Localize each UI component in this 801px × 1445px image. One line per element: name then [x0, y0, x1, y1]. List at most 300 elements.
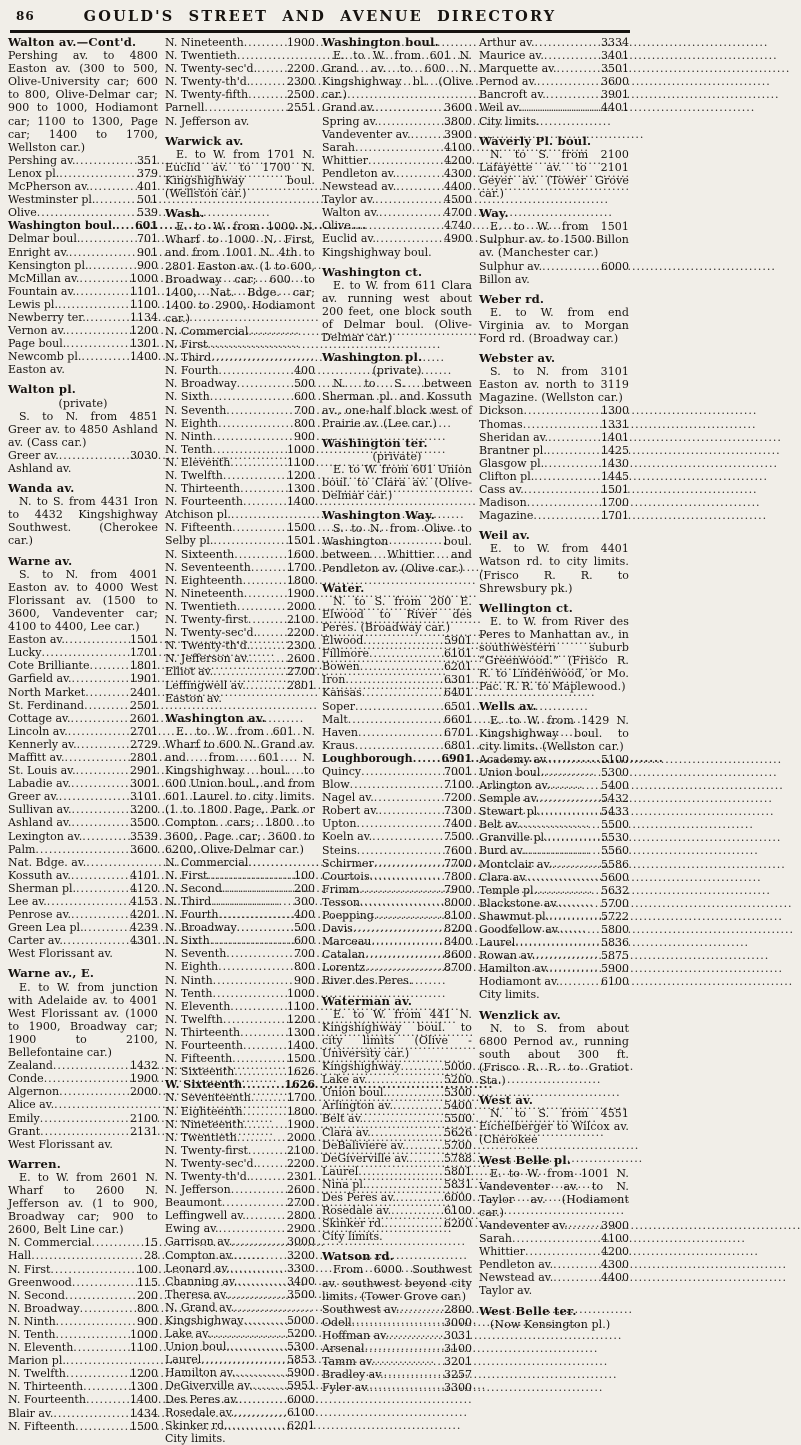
- leader-dots: [228, 1288, 286, 1301]
- cross-street-name: Granville pl.: [479, 831, 548, 845]
- house-number: 7001: [444, 764, 472, 778]
- cross-street-row: [322, 1126, 472, 1139]
- cross-street-row: [479, 949, 629, 962]
- cross-street-name: N. Broadway: [165, 377, 237, 391]
- directory-column-2: [165, 36, 315, 1445]
- leader-dots: [389, 1329, 443, 1342]
- cross-street-row: [165, 36, 315, 49]
- house-number: 4239: [130, 921, 158, 935]
- cross-street-row: [165, 1170, 315, 1183]
- house-number: 1101: [130, 284, 158, 298]
- terminal-street-line: City limits.: [479, 988, 540, 1002]
- house-number: 7400: [444, 817, 472, 831]
- cross-street-name: Pershing av.: [8, 153, 76, 167]
- cross-street-name: North Market: [8, 685, 86, 699]
- cross-street-name: Pernod av.: [479, 75, 537, 89]
- cross-street-name: Skinker rd.: [322, 1217, 385, 1231]
- leader-dots: [557, 62, 600, 75]
- house-number: 6101: [444, 647, 472, 661]
- cross-street-name: Odell: [322, 1315, 352, 1329]
- cross-street-row: [479, 101, 629, 114]
- leader-dots: [76, 285, 129, 298]
- cross-street-row: [8, 1328, 158, 1341]
- cross-street-row: [322, 752, 472, 765]
- cross-street-name: Nat. Bdge. av.: [8, 855, 87, 869]
- leader-dots: [63, 934, 129, 947]
- house-number: 7600: [444, 843, 472, 857]
- house-number: 1901: [130, 672, 158, 686]
- cross-street-name: Sullivan av.: [8, 803, 72, 817]
- house-number: 2301: [287, 1169, 315, 1183]
- cross-street-row: [322, 673, 472, 686]
- cross-street-row: [322, 961, 472, 974]
- leader-dots: [234, 1406, 286, 1419]
- page-number: 86: [16, 9, 35, 23]
- leader-dots: [393, 1099, 443, 1112]
- house-number: 2100: [287, 1143, 315, 1157]
- house-number: 4200: [444, 153, 472, 167]
- leader-dots: [66, 1354, 157, 1367]
- cross-street-row: [8, 1420, 158, 1433]
- cross-street-name: Spring av.: [322, 114, 378, 128]
- cross-street-row: [322, 219, 472, 232]
- leader-dots: [68, 725, 129, 738]
- house-number: 2800: [444, 1302, 472, 1316]
- leader-dots: [47, 895, 129, 908]
- leader-dots: [553, 1258, 600, 1271]
- cross-street-name: N. Fifteenth: [165, 1052, 233, 1066]
- cross-street-row: [165, 1065, 315, 1078]
- cross-street-row: [479, 88, 629, 101]
- house-number: 1000: [287, 986, 315, 1000]
- cross-street-row: [322, 765, 472, 778]
- cross-street-name: N. Eighteenth: [165, 1104, 243, 1118]
- leader-dots: [385, 1217, 443, 1230]
- cross-street-row: [8, 337, 158, 350]
- street-section-heading: Walton av.—Cont'd.: [8, 35, 137, 49]
- leader-dots: [372, 830, 443, 843]
- house-number: 3800: [444, 114, 472, 128]
- cross-street-row: [165, 1301, 315, 1314]
- house-number: 115: [137, 1275, 158, 1289]
- leader-dots: [548, 431, 600, 444]
- cross-street-row: [322, 804, 472, 817]
- cross-street-row: [322, 948, 472, 961]
- cross-street-row: [322, 232, 472, 245]
- cross-street-name: N. Twenty-sec'd.: [165, 626, 258, 640]
- house-number: 3901: [601, 88, 629, 102]
- cross-street-row: [165, 1249, 315, 1262]
- house-number: 2300: [287, 639, 315, 653]
- street-description: From 6000 Southwest av. southwest beyond city limits. (Tower Grove car.): [322, 1263, 472, 1303]
- leader-dots: [237, 1131, 286, 1144]
- cross-street-name: Quincy: [322, 764, 362, 778]
- cross-street-row: [165, 1183, 315, 1196]
- house-number: 6100: [601, 975, 629, 989]
- leader-dots: [83, 1380, 129, 1393]
- cross-street-name: N. Sixth: [165, 390, 210, 404]
- cross-street-name: Semple av.: [479, 792, 540, 806]
- cross-street-row: [8, 908, 158, 921]
- cross-street-row: [479, 444, 629, 457]
- cross-street-name: Belt av.: [322, 1112, 363, 1126]
- cross-street-row: [165, 495, 315, 508]
- cross-street-row: [322, 193, 472, 206]
- leader-dots: [85, 686, 129, 699]
- leader-dots: [80, 232, 136, 245]
- cross-street-name: Arthur av.: [479, 36, 535, 49]
- leader-dots: [81, 350, 129, 363]
- leader-dots: [59, 790, 129, 803]
- street-section-heading: West av.: [479, 1093, 534, 1108]
- house-number: 5560: [601, 844, 629, 858]
- cross-street-name: N. Twentieth: [165, 1130, 237, 1144]
- house-number: 7100: [444, 778, 472, 792]
- cross-street-row: [165, 456, 315, 469]
- cross-street-row: [165, 377, 315, 390]
- street-section-heading: Washington pl.: [322, 350, 423, 365]
- cross-street-row: [165, 1419, 315, 1432]
- cross-street-row: [479, 858, 629, 871]
- cross-street-name: Pendleton av.: [479, 1258, 554, 1272]
- cross-street-name: N. Fourth: [165, 364, 219, 378]
- cross-street-row: [165, 1406, 315, 1419]
- cross-street-name: N. Eleventh: [8, 1341, 74, 1355]
- leader-dots: [520, 818, 600, 831]
- leader-dots: [548, 753, 600, 766]
- house-number: 1300: [287, 1025, 315, 1039]
- cross-street-row: [165, 364, 315, 377]
- leader-dots: [232, 521, 286, 534]
- cross-street-row: [165, 351, 315, 364]
- leader-dots: [66, 324, 129, 337]
- cross-street-name: Catalan: [322, 948, 366, 962]
- house-number: 1200: [287, 1012, 315, 1026]
- house-number: 6701: [444, 725, 472, 739]
- street-section-heading: Washington ter.: [322, 435, 428, 450]
- leader-dots: [541, 805, 600, 818]
- cross-street-row: [165, 561, 315, 574]
- cross-street-row: [8, 843, 158, 856]
- cross-street-name: N. Nineteenth: [165, 36, 244, 49]
- leader-dots: [248, 613, 286, 626]
- cross-street-row: [479, 936, 629, 949]
- cross-street-row: [165, 469, 315, 482]
- leader-dots: [549, 962, 600, 975]
- terminal-street-line: West Florissant av.: [8, 1137, 113, 1151]
- house-number: 2801: [287, 678, 315, 692]
- cross-street-name: Lake av.: [165, 1327, 211, 1341]
- cross-street-name: Clara av.: [322, 1125, 371, 1139]
- cross-street-name: Malt: [322, 712, 348, 726]
- cross-street-name: Kossuth av.: [8, 868, 71, 882]
- house-number: 3501: [601, 62, 629, 76]
- house-number: 800: [137, 1301, 158, 1315]
- street-description: E. to W. from 1001 N. Vandeventer av. to N. Taylor av. (Hodiamont car.): [479, 1166, 629, 1219]
- house-number: 100: [294, 868, 315, 882]
- leader-dots: [413, 752, 441, 765]
- leader-dots: [356, 817, 443, 830]
- cross-street-row: [322, 844, 472, 857]
- house-number: 5300: [444, 1086, 472, 1100]
- cross-street-name: N. Jefferson: [165, 1183, 231, 1197]
- cross-street-row: [322, 896, 472, 909]
- cross-street-row: [165, 534, 315, 547]
- cross-street-row: [165, 1327, 315, 1340]
- leader-dots: [211, 1327, 287, 1340]
- cross-street-row: [479, 509, 629, 522]
- street-section-heading: Water.: [322, 580, 365, 595]
- leader-dots: [226, 947, 293, 960]
- cross-street-row: [165, 869, 315, 882]
- leader-dots: [355, 700, 443, 713]
- leader-dots: [257, 626, 286, 639]
- cross-street-name: N. Twenty-th'd.: [165, 639, 251, 653]
- house-number: 7900: [444, 882, 472, 896]
- house-number: 4401: [601, 101, 629, 115]
- street-section-heading: Washington Way.: [322, 508, 435, 523]
- cross-street-row: [165, 1393, 315, 1406]
- house-number: 3300: [444, 1381, 472, 1395]
- street-description: N. to S. from 200 E. Elwood to River des Peres. (Broadway car.): [322, 594, 472, 634]
- house-number: 1400: [287, 495, 315, 509]
- house-number: 200: [137, 1288, 158, 1302]
- cross-street-name: Cass av.: [479, 483, 524, 496]
- cross-street-row: [8, 1249, 158, 1262]
- leader-dots: [360, 660, 443, 673]
- street-section-heading: Washington av.: [165, 710, 266, 725]
- cross-street-row: [8, 1085, 158, 1098]
- leader-dots: [243, 1314, 286, 1327]
- cross-street-name: Elwood: [322, 634, 364, 648]
- leader-dots: [53, 1059, 129, 1072]
- cross-street-row: [8, 180, 158, 193]
- cross-street-name: Courtois: [322, 869, 370, 883]
- cross-street-row: [322, 935, 472, 948]
- cross-street-row: [8, 167, 158, 180]
- house-number: 1800: [287, 573, 315, 587]
- leader-dots: [244, 1118, 286, 1131]
- leader-dots: [72, 803, 130, 816]
- street-description: S. to N. from Olive to Washington boul. between Whittier and Pendleton av. (Olive car.): [322, 522, 472, 575]
- cross-street-name: N. Fourteenth: [165, 495, 243, 509]
- cross-street-row: [322, 1139, 472, 1152]
- street-section-heading: Webster av.: [479, 351, 556, 366]
- cross-street-name: Taylor av.: [322, 193, 376, 207]
- leader-dots: [251, 561, 286, 574]
- leader-dots: [213, 534, 286, 547]
- cross-street-row: [322, 1165, 472, 1178]
- house-number: 7700: [444, 856, 472, 870]
- house-number: 6000: [287, 1392, 315, 1406]
- cross-street-name: Conde: [8, 1072, 44, 1086]
- leader-dots: [524, 483, 600, 496]
- cross-street-name: Newstead av.: [479, 1271, 554, 1285]
- house-number: 3101: [130, 790, 158, 804]
- cross-street-row: [165, 665, 315, 678]
- cross-street-row: [165, 947, 315, 960]
- cross-street-row: [479, 1271, 629, 1284]
- street-section-heading: Wenzlick av.: [479, 1007, 561, 1022]
- leader-dots: [250, 1170, 286, 1183]
- house-number: 4100: [601, 1232, 629, 1246]
- house-number: 5788: [444, 1151, 472, 1165]
- leader-dots: [242, 1078, 283, 1091]
- leader-dots: [54, 1098, 157, 1111]
- house-number: 5626: [444, 1125, 472, 1139]
- house-number: 1700: [287, 560, 315, 574]
- cross-street-name: N. Tenth: [165, 442, 213, 456]
- house-number: 1400: [130, 350, 158, 364]
- cross-street-name: N. Broadway: [8, 1301, 80, 1315]
- terminal-street-line: River des Peres.: [322, 974, 413, 988]
- directory-column-1: [8, 36, 158, 1445]
- cross-street-name: Theresa av.: [165, 1287, 229, 1301]
- cross-street-name: Lincoln av.: [8, 724, 68, 738]
- leader-dots: [374, 791, 443, 804]
- house-number: 1301: [130, 337, 158, 351]
- cross-street-row: [322, 830, 472, 843]
- leader-dots: [213, 443, 287, 456]
- leader-dots: [365, 948, 443, 961]
- cross-street-name: Davis: [322, 922, 353, 936]
- cross-street-row: [8, 777, 158, 790]
- cross-street-row: [479, 844, 629, 857]
- cross-street-row: [165, 101, 315, 114]
- cross-street-name: N. Thirteenth: [165, 482, 241, 496]
- house-number: 2000: [287, 1130, 315, 1144]
- house-number: 5853: [287, 1353, 315, 1367]
- leader-dots: [95, 193, 136, 206]
- cross-street-row: [322, 739, 472, 752]
- page-title: GOULD'S STREET AND AVENUE DIRECTORY: [83, 8, 557, 25]
- cross-street-name: N. Ninth: [165, 429, 213, 443]
- leader-dots: [379, 804, 443, 817]
- cross-street-row: [165, 1340, 315, 1353]
- cross-street-row: [479, 831, 629, 844]
- leader-dots: [521, 101, 600, 114]
- house-number: 3000: [444, 1315, 472, 1329]
- leader-dots: [84, 699, 129, 712]
- leader-dots: [218, 960, 293, 973]
- house-number: 1501: [130, 633, 158, 647]
- house-number: 5722: [601, 909, 629, 923]
- leader-dots: [232, 1052, 286, 1065]
- house-number: 1900: [287, 36, 315, 49]
- cross-street-name: Page boul.: [8, 337, 67, 351]
- house-number: 1000: [287, 442, 315, 456]
- house-number: 2401: [130, 685, 158, 699]
- cross-street-name: Greer av.: [8, 448, 59, 462]
- house-number: 4300: [601, 1258, 629, 1272]
- cross-street-name: Alice av.: [8, 1098, 55, 1112]
- leader-dots: [76, 764, 129, 777]
- house-number: 1501: [601, 483, 629, 496]
- leader-dots: [368, 1073, 444, 1086]
- cross-street-row: [165, 908, 315, 921]
- leader-dots: [568, 1219, 600, 1232]
- cross-street-name: N. Twenty-first: [165, 1143, 248, 1157]
- cross-street-row: [322, 1178, 472, 1191]
- house-number: 1400: [130, 1393, 158, 1407]
- cross-street-row: [8, 1289, 158, 1302]
- house-number: 1434: [130, 1406, 158, 1420]
- cross-street-name: Hoffman av.: [322, 1328, 389, 1342]
- leader-dots: [525, 1245, 600, 1258]
- cross-street-row: [479, 496, 629, 509]
- leader-dots: [374, 1355, 443, 1368]
- house-number: 1900: [287, 586, 315, 600]
- leader-dots: [369, 647, 443, 660]
- cross-street-name: Washington boul.: [8, 219, 116, 233]
- house-number: 3257: [444, 1368, 472, 1382]
- cross-street-row: [322, 1368, 472, 1381]
- cross-street-row: [479, 1219, 629, 1232]
- leader-dots: [539, 792, 600, 805]
- cross-street-name: Ashland av.: [8, 816, 72, 830]
- house-number: 2100: [130, 1111, 158, 1125]
- house-number: 2701: [130, 724, 158, 738]
- house-number: 3334: [601, 36, 629, 49]
- cross-street-name: N. Twenty-sec'd.: [165, 1156, 258, 1170]
- cross-street-name: Soper: [322, 699, 355, 713]
- house-number: 200: [294, 881, 315, 895]
- cross-street-name: N. First: [165, 868, 208, 882]
- cross-street-name: Temple pl.: [479, 883, 538, 897]
- cross-street-name: Lewis pl.: [8, 297, 58, 311]
- cross-street-name: Enright av.: [8, 245, 69, 259]
- cross-street-name: Marion pl.: [8, 1354, 66, 1368]
- house-number: 3500: [287, 1287, 315, 1301]
- cross-street-name: McPherson av.: [8, 180, 90, 194]
- leader-dots: [371, 1126, 443, 1139]
- house-number: 1800: [287, 1104, 315, 1118]
- house-number: 4700: [444, 206, 472, 220]
- cross-street-name: N. Eleventh: [165, 999, 231, 1013]
- leader-dots: [72, 1276, 136, 1289]
- cross-street-row: [165, 521, 315, 534]
- leader-dots: [560, 923, 600, 936]
- cross-street-row: [322, 726, 472, 739]
- street-section-heading: Washington ct.: [322, 264, 423, 279]
- house-number: 4301: [130, 934, 158, 948]
- cross-street-row: [8, 311, 158, 324]
- leader-dots: [86, 1393, 129, 1406]
- cross-street-row: [479, 766, 629, 779]
- leader-dots: [31, 1249, 143, 1262]
- leader-dots: [228, 1419, 286, 1432]
- cross-street-row: [165, 1000, 315, 1013]
- cross-street-row: [8, 751, 158, 764]
- leader-dots: [73, 1341, 129, 1354]
- cross-street-row: [165, 1131, 315, 1144]
- cross-street-row: [8, 672, 158, 685]
- house-number: 4153: [130, 895, 158, 908]
- cross-street-name: Union boul.: [322, 1086, 387, 1100]
- cross-street-name: Cottage av.: [8, 711, 71, 725]
- house-number: 1445: [601, 469, 629, 483]
- cross-street-row: [165, 482, 315, 495]
- cross-street-row: [8, 1380, 158, 1393]
- house-number: 5800: [601, 923, 629, 936]
- house-number: 2601: [130, 711, 158, 725]
- cross-street-row: [322, 167, 472, 180]
- cross-street-row: [322, 883, 472, 896]
- cross-street-name: Delmar boul.: [8, 232, 81, 246]
- house-number: 3030: [130, 448, 158, 462]
- cross-street-name: Beaumont: [165, 1196, 222, 1210]
- street-section-heading: West Belle pl.: [479, 1152, 572, 1167]
